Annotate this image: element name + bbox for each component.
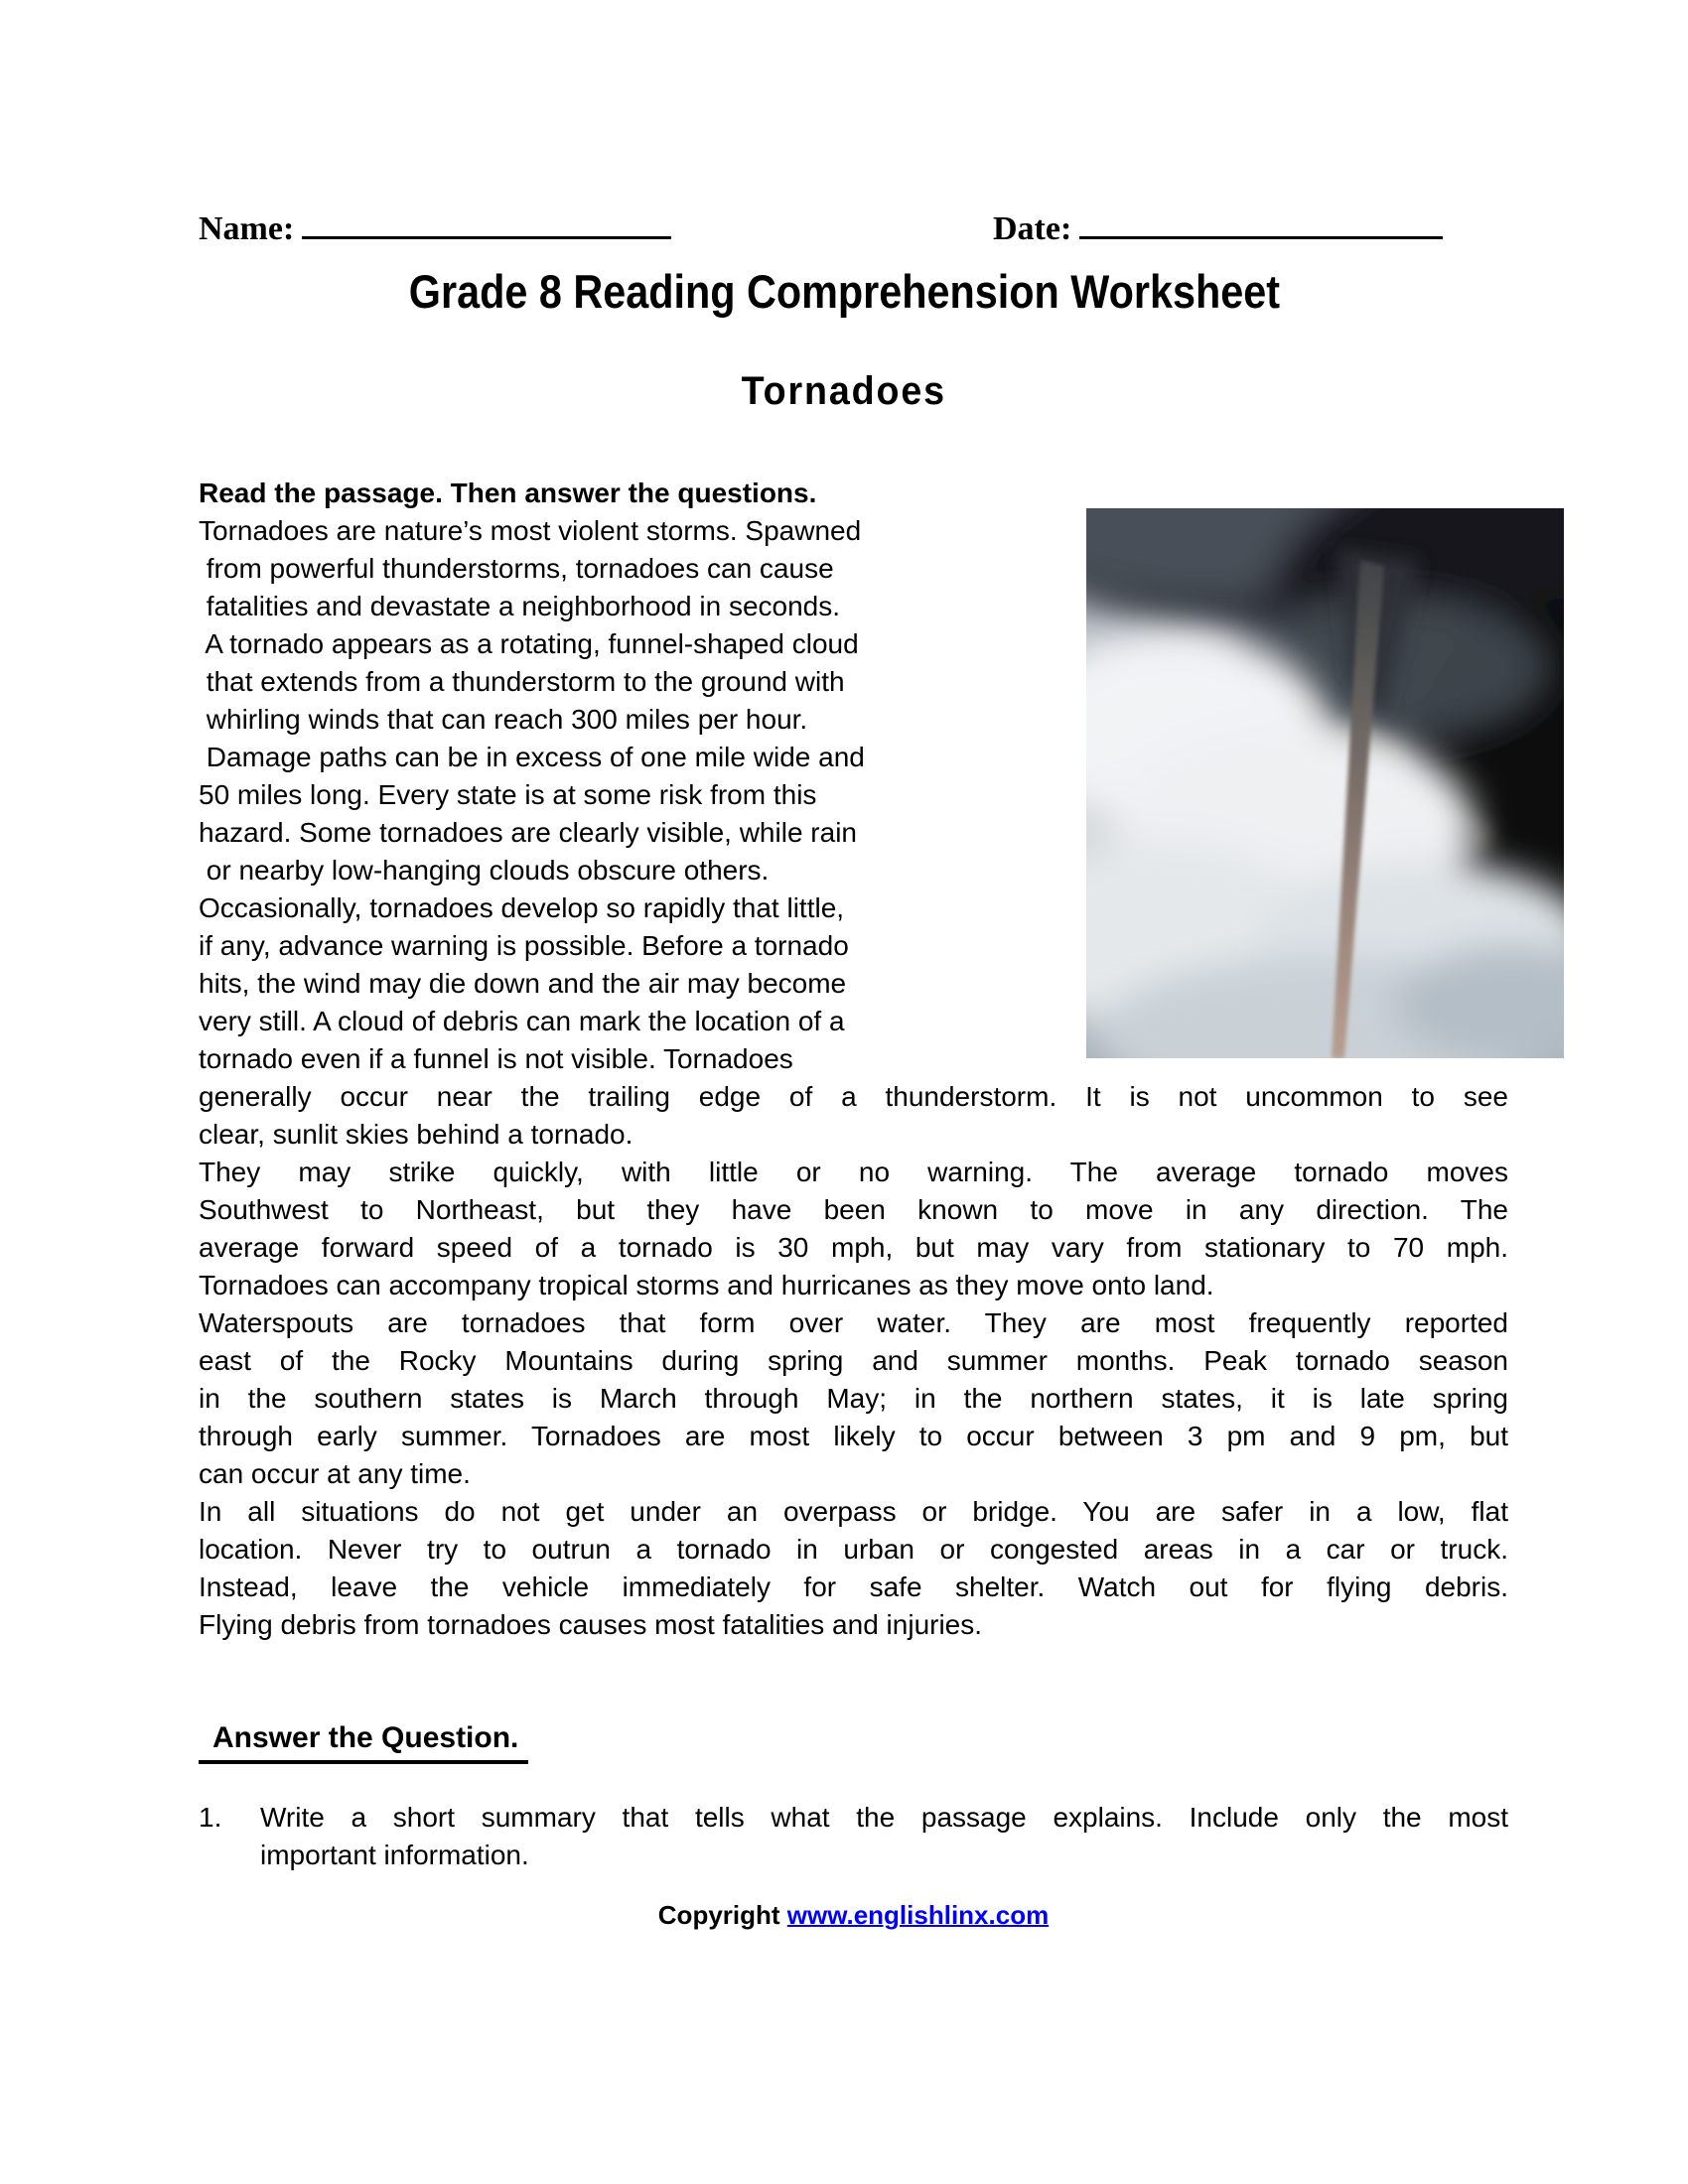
passage-line: location. Never try to outrun a tornado in urban or congested areas in a car or truck. <box>199 1534 1508 1565</box>
passage-line: or nearby low-hanging clouds obscure others. <box>199 855 770 886</box>
copyright-link[interactable]: www.englishlinx.com <box>786 1900 1050 1930</box>
passage-line: In all situations do not get under an overpass or bridge. You are safer in a low, flat <box>199 1496 1508 1527</box>
passage-line: that extends from a thunderstorm to the ground with <box>199 666 845 697</box>
passage-line: from powerful thunderstorms, tornadoes can cause <box>199 553 834 584</box>
passage-line: in the southern states is March through May; in the northern states, it is late spring <box>199 1383 1508 1414</box>
passage-line: can occur at any time. <box>199 1458 471 1489</box>
worksheet-title: Grade 8 Reading Comprehension Worksheet <box>408 265 1280 318</box>
question-number: 1. <box>199 1802 222 1833</box>
passage-line: They may strike quickly, with little or no warning. The average tornado moves <box>199 1157 1508 1187</box>
passage-left-column <box>199 512 1508 1078</box>
passage-paragraph-1 <box>199 1078 1508 1154</box>
passage-line: Waterspouts are tornadoes that form over water. They are most frequently reported <box>199 1307 1508 1338</box>
question-item <box>199 1799 1508 1874</box>
passage-line: Occasionally, tornadoes develop so rapidly that little, <box>199 892 845 923</box>
worksheet-subtitle: Tornadoes <box>741 369 947 413</box>
passage-line: Southwest to Northeast, but they have been known to move in any direction. The <box>199 1194 1508 1225</box>
passage-line: if any, advance warning is possible. Before a tornado <box>199 930 849 961</box>
date-label: Date: <box>993 210 1072 247</box>
passage-line: fatalities and devastate a neighborhood in seconds. <box>199 591 841 621</box>
answer-heading: Answer the Question. <box>199 1719 1508 1757</box>
passage-paragraph-4 <box>199 1493 1508 1644</box>
passage-line: generally occur near the trailing edge of a thunderstorm. It is not uncommon to see <box>199 1081 1508 1112</box>
question-text <box>260 1799 1508 1874</box>
name-blank-line <box>302 205 671 239</box>
passage-line: tornado even if a funnel is not visible. Tornadoes <box>199 1043 793 1074</box>
passage-line: hazard. Some tornadoes are clearly visible, while rain <box>199 817 857 848</box>
passage-section <box>199 475 1508 1934</box>
passage-line: Tornadoes are nature’s most violent storms. Spawned <box>199 515 862 546</box>
passage-line: 50 miles long. Every state is at some risk from this <box>199 779 817 810</box>
instructions-text: Read the passage. Then answer the questions. <box>199 478 817 508</box>
passage-line: important information. <box>260 1840 529 1870</box>
name-label: Name: <box>199 210 295 247</box>
passage-line: very still. A cloud of debris can mark the location of a <box>199 1006 845 1036</box>
copyright-line <box>199 1896 1508 1934</box>
passage-line: through early summer. Tornadoes are most likely to occur between 3 pm and 9 pm, but <box>199 1421 1508 1451</box>
passage-line: Write a short summary that tells what the passage explains. Include only the most <box>260 1802 1508 1833</box>
passage-line: Instead, leave the vehicle immediately for safe shelter. Watch out for flying debris. <box>199 1571 1508 1602</box>
name-field <box>199 205 671 248</box>
passage-paragraph-2 <box>199 1154 1508 1304</box>
passage-line: Flying debris from tornadoes causes most fatalities and injuries. <box>199 1609 983 1640</box>
passage-line: whirling winds that can reach 300 miles per hour. <box>199 704 808 735</box>
passage-paragraph-3 <box>199 1304 1508 1493</box>
passage-line: Tornadoes can accompany tropical storms and hurricanes as they move onto land. <box>199 1270 1214 1300</box>
date-field <box>993 205 1443 248</box>
passage-line: east of the Rocky Mountains during spring and summer months. Peak tornado season <box>199 1345 1508 1376</box>
passage-line: average forward speed of a tornado is 30 mph, but may vary from stationary to 70 mph. <box>199 1232 1508 1263</box>
date-blank-line <box>1079 205 1443 239</box>
copyright-label: Copyright <box>657 1900 780 1930</box>
passage-line: A tornado appears as a rotating, funnel-shaped cloud <box>199 628 859 659</box>
passage-line: Damage paths can be in excess of one mile wide and <box>199 742 865 772</box>
passage-line: clear, sunlit skies behind a tornado. <box>199 1119 633 1150</box>
passage-line: hits, the wind may die down and the air may become <box>199 968 847 999</box>
